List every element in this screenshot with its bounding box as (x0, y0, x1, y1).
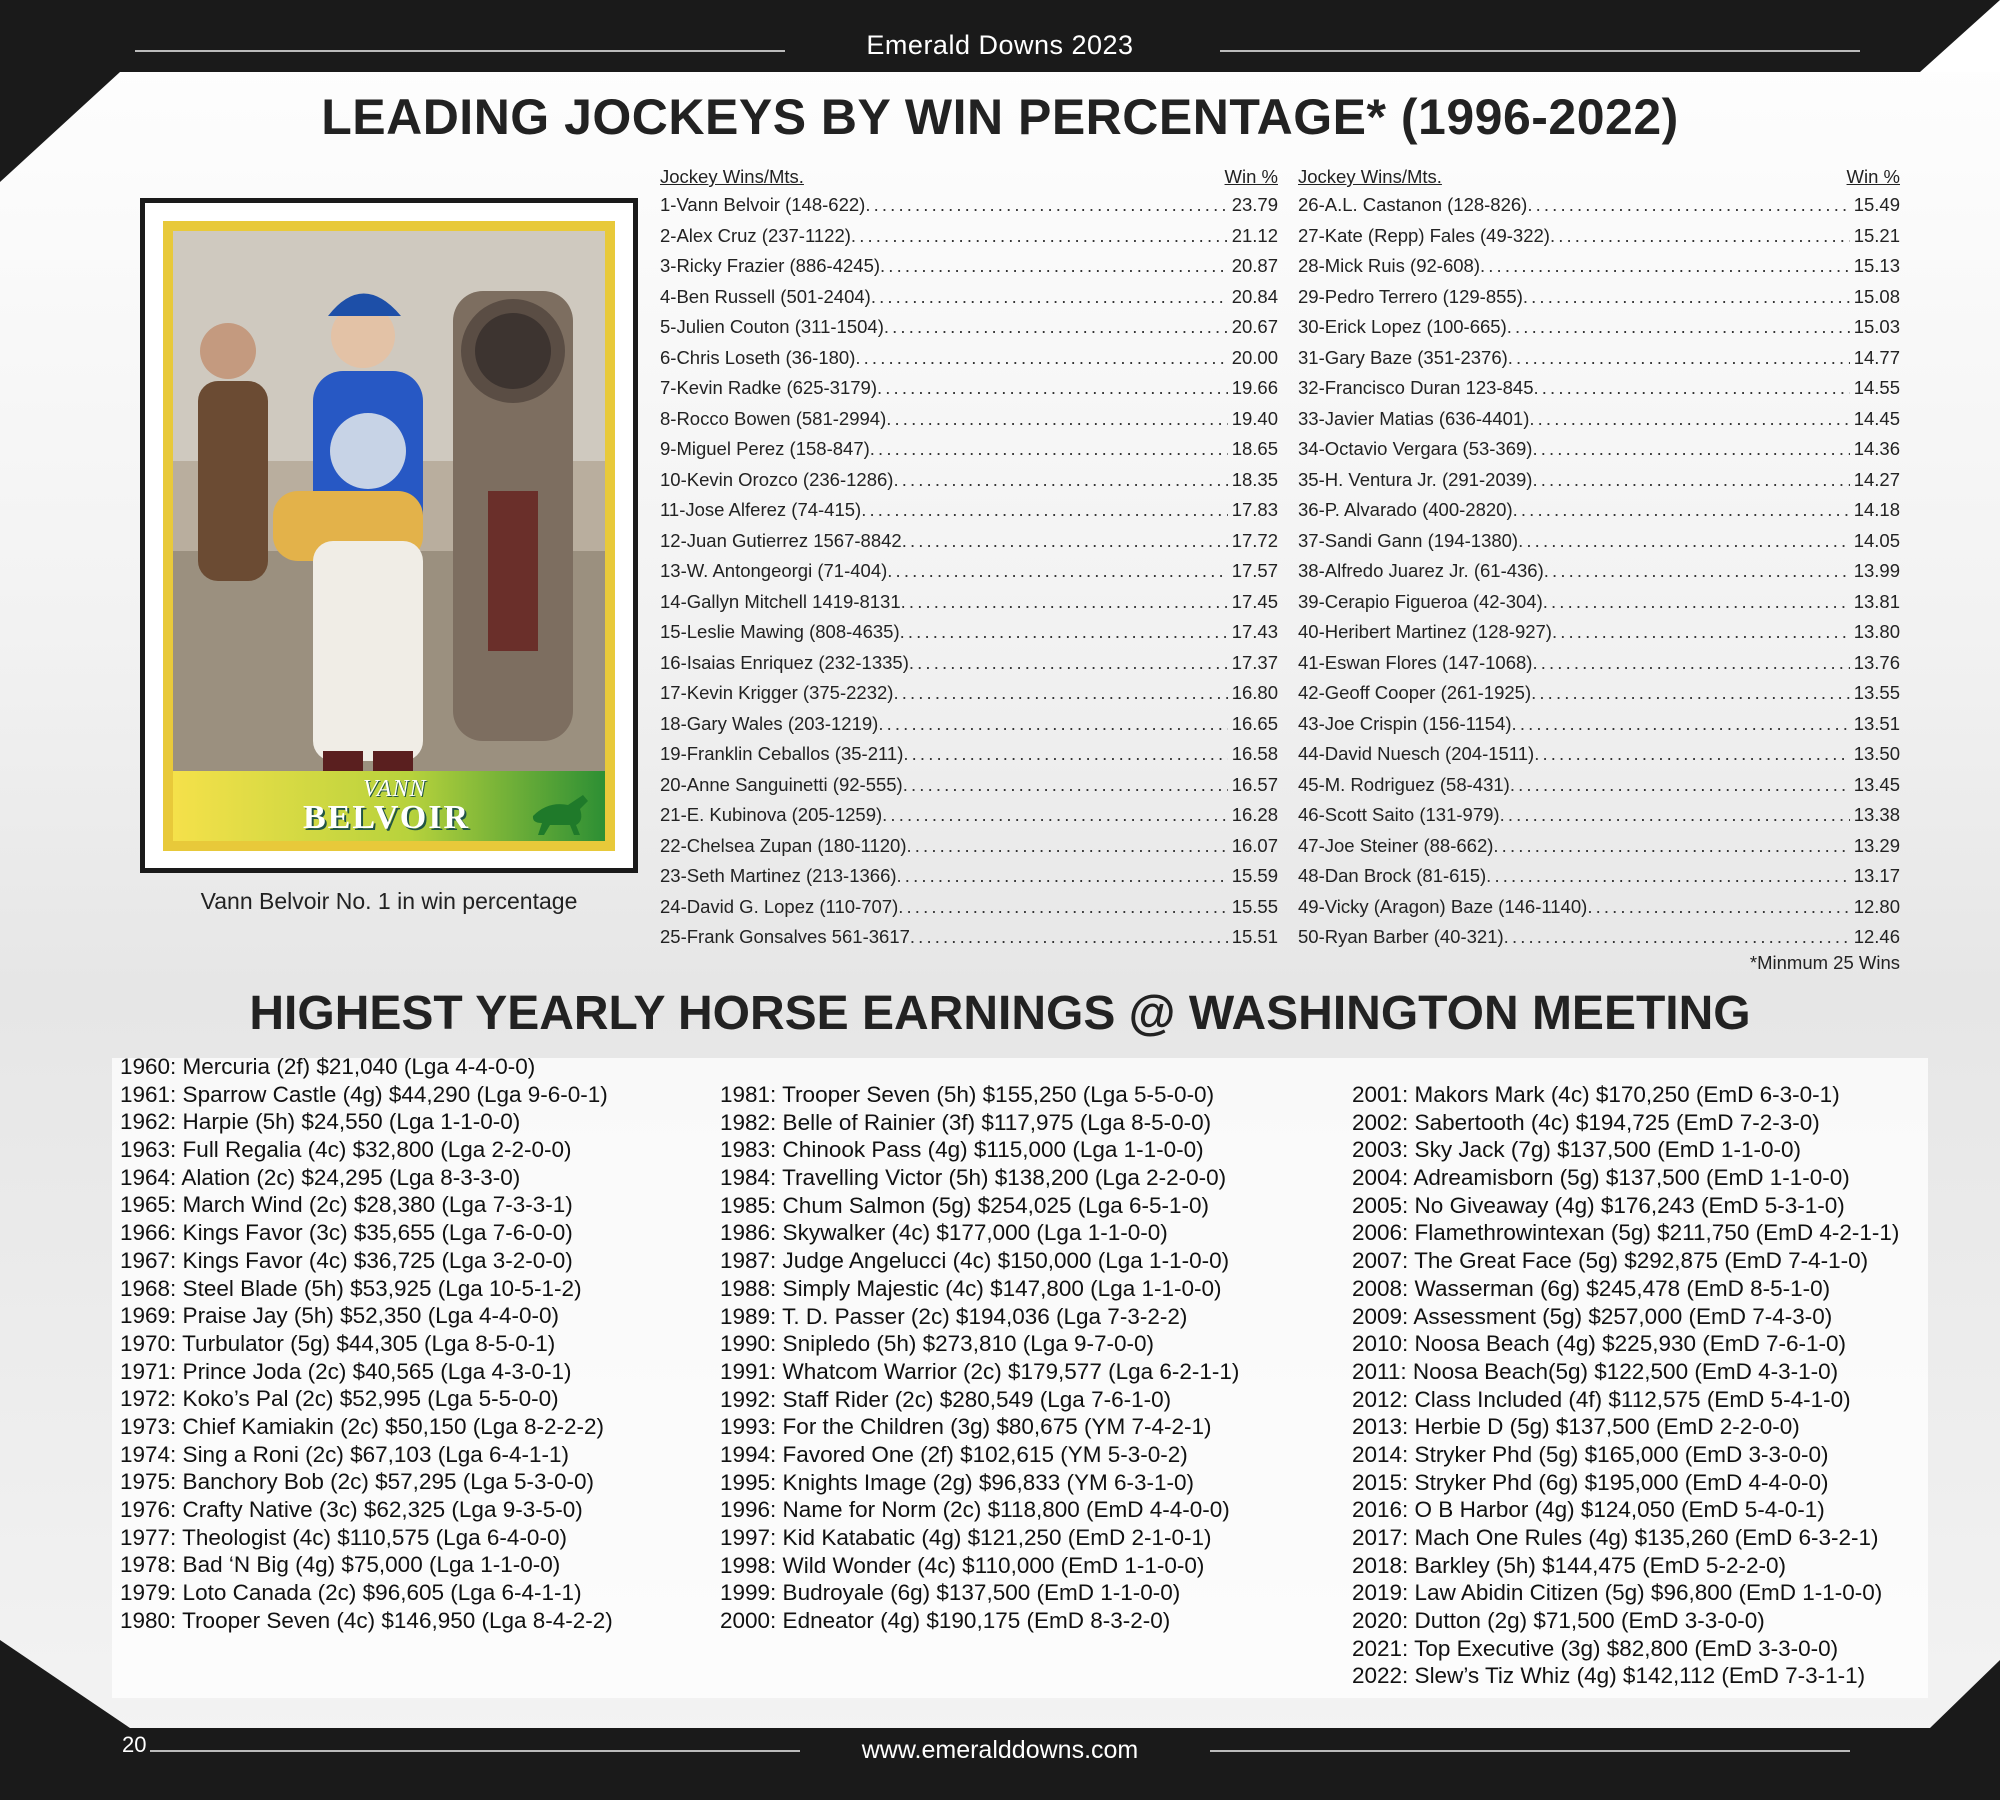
jockey-name: 35-H. Ventura Jr. (291-2039) (1298, 468, 1533, 490)
jockey-name: 18-Gary Wales (203-1219) (660, 712, 879, 734)
jockey-name: 32-Francisco Duran 123-845 (1298, 377, 1534, 398)
earnings-entry: 1992: Staff Rider (2c) $280,549 (Lga 7-6-1-0) (720, 1386, 1172, 1412)
jockey-name: 21-E. Kubinova (205-1259) (660, 804, 883, 825)
earnings-entry: 2020: Dutton (2g) $71,500 (EmD 3-3-0-0) (1352, 1608, 1765, 1634)
win-percentage: 14.77 (1853, 346, 1900, 368)
earnings-entry: 1969: Praise Jay (5h) $52,350 (Lga 4-4-0-0) (120, 1303, 560, 1329)
earnings-entry: 1996: Name for Norm (2c) $118,800 (EmD 4-4-0-0) (720, 1497, 1230, 1523)
dot-leader (901, 587, 1228, 618)
jockey-row (1298, 800, 1900, 831)
jockey-name: 8-Rocco Bowen (581-2994) (660, 407, 887, 429)
earnings-entry: 2008: Wasserman (6g) $245,478 (EmD 8-5-1-0) (1352, 1275, 1831, 1301)
jockey-row (1298, 587, 1900, 618)
win-percentage: 15.51 (1231, 926, 1278, 947)
earnings-entry: 2016: O B Harbor (4g) $124,050 (EmD 5-4-0-1) (1352, 1497, 1825, 1523)
earnings-entry: 1971: Prince Joda (2c) $40,565 (Lga 4-3-0-1) (120, 1358, 572, 1384)
jockey-list-header (660, 164, 1278, 190)
jockey-name: 46-Scott Saito (131-979) (1298, 804, 1500, 825)
jockey-name: 44-David Nuesch (204-1511) (1298, 743, 1535, 764)
jockey-row (1298, 526, 1900, 557)
win-percentage: 18.35 (1231, 468, 1278, 490)
earnings-entry: 1983: Chinook Pass (4g) $115,000 (Lga 1-1-0-0) (720, 1137, 1204, 1163)
earnings-entry: 2018: Barkley (5h) $144,475 (EmD 5-2-2-0) (1352, 1552, 1786, 1578)
footer-url[interactable]: www.emeralddowns.com (861, 1736, 1139, 1764)
dot-leader (1523, 282, 1850, 313)
earnings-entry: 1962: Harpie (5h) $24,550 (Lga 1-1-0-0) (120, 1109, 521, 1135)
jockey-illustration (173, 231, 605, 841)
earnings-entry: 2010: Noosa Beach (4g) $225,930 (EmD 7-6-1-0) (1352, 1331, 1847, 1357)
win-percentage: 16.57 (1231, 773, 1278, 795)
dot-leader (1543, 587, 1850, 618)
jockey-name: 42-Geoff Cooper (261-1925) (1298, 682, 1532, 703)
jockey-row (1298, 312, 1900, 343)
jockey-name: 6-Chris Loseth (36-180) (660, 346, 856, 368)
earnings-entry: 1997: Kid Katabatic (4g) $121,250 (EmD 2-1-0-1) (720, 1525, 1212, 1550)
win-percentage: 13.50 (1853, 743, 1900, 764)
jockey-name: 25-Frank Gonsalves 561-3617 (660, 926, 910, 947)
earnings-entry: 1980: Trooper Seven (4c) $146,950 (Lga 8-4-2-2) (120, 1607, 613, 1633)
header-title: Emerald Downs 2023 (866, 30, 1134, 60)
win-percentage: 20.87 (1231, 255, 1278, 276)
dot-leader (893, 465, 1227, 496)
win-percentage: 15.13 (1853, 255, 1900, 276)
earnings-entry: 2015: Stryker Phd (6g) $195,000 (EmD 4-4-0-0) (1352, 1469, 1829, 1495)
win-percentage: 13.45 (1853, 773, 1900, 795)
jockey-name: 29-Pedro Terrero (129-855) (1298, 285, 1523, 307)
dot-leader (880, 251, 1228, 282)
dot-leader (1534, 373, 1850, 404)
dot-leader (1500, 800, 1850, 831)
card-caption: Vann Belvoir No. 1 in win percentage (200, 888, 578, 914)
jockey-row (660, 739, 1278, 770)
jockey-name: 28-Mick Ruis (92-608) (1298, 255, 1480, 276)
card-last-name: BELVOIR (303, 799, 471, 836)
earnings-entry: 1972: Koko’s Pal (2c) $52,995 (Lga 5-5-0-0) (120, 1386, 559, 1412)
column-header-win-pct: Win % (1846, 166, 1900, 187)
jockey-name: 40-Heribert Martinez (128-927) (1298, 621, 1552, 642)
earnings-entry: 2017: Mach One Rules (4g) $135,260 (EmD 6-3-2-1) (1352, 1525, 1879, 1550)
dot-leader (887, 556, 1227, 587)
win-percentage: 13.38 (1853, 804, 1900, 825)
dot-leader (1527, 190, 1849, 221)
jockey-row (660, 678, 1278, 709)
win-percentage: 16.80 (1231, 682, 1278, 703)
dot-leader (1552, 617, 1850, 648)
jockey-row (1298, 495, 1900, 526)
dot-leader (1480, 251, 1850, 282)
earnings-entry: 1964: Alation (2c) $24,295 (Lga 8-3-3-0) (120, 1164, 521, 1190)
earnings-entry: 2003: Sky Jack (7g) $137,500 (EmD 1-1-0-0) (1352, 1137, 1801, 1163)
jockey-name: 30-Erick Lopez (100-665) (1298, 316, 1507, 337)
jockey-row (660, 251, 1278, 282)
dot-leader (861, 495, 1227, 526)
win-percentage: 13.51 (1853, 712, 1900, 734)
jockey-row (1298, 251, 1900, 282)
jockey-name: 50-Ryan Barber (40-321) (1298, 926, 1504, 947)
earnings-entry: 1982: Belle of Rainier (3f) $117,975 (Lga 8-5-0-0) (720, 1109, 1212, 1135)
jockey-row (1298, 190, 1900, 221)
win-percentage: 15.08 (1853, 285, 1900, 307)
jockey-row (660, 465, 1278, 496)
earnings-entry: 1973: Chief Kamiakin (2c) $50,150 (Lga 8-2-2-2) (120, 1413, 605, 1439)
dot-leader (871, 282, 1228, 313)
page-number: 20 (122, 1732, 147, 1757)
dot-leader (909, 648, 1228, 679)
earnings-entry: 1989: T. D. Passer (2c) $194,036 (Lga 7-3-2-2) (720, 1303, 1188, 1329)
win-percentage: 14.18 (1853, 499, 1900, 520)
jockey-name: 41-Eswan Flores (147-1068) (1298, 651, 1533, 673)
win-percentage: 13.81 (1853, 590, 1900, 612)
jockey-name: 27-Kate (Repp) Fales (49-322) (1298, 224, 1550, 246)
jockey-name: 12-Juan Gutierrez 1567-8842 (660, 529, 902, 551)
jockey-row (1298, 648, 1900, 679)
win-percentage: 14.45 (1853, 407, 1900, 429)
dot-leader (1550, 221, 1850, 252)
jockey-row (660, 434, 1278, 465)
jockey-name: 23-Seth Martinez (213-1366) (660, 865, 897, 886)
dot-leader (897, 861, 1228, 892)
jockey-row (660, 312, 1278, 343)
earnings-entry: 1995: Knights Image (2g) $96,833 (YM 6-3-1-0) (720, 1469, 1195, 1495)
dot-leader (910, 922, 1228, 953)
jockey-name: 26-A.L. Castanon (128-826) (1298, 194, 1528, 215)
win-percentage: 15.21 (1853, 224, 1900, 246)
jockey-row (1298, 831, 1900, 862)
earnings-entry: 2006: Flamethrowintexan (5g) $211,750 (EmD 4-2-1-1) (1352, 1220, 1900, 1246)
earnings-entry: 2005: No Giveaway (4g) $176,243 (EmD 5-3-1-0) (1352, 1192, 1845, 1218)
jockey-name: 33-Javier Matias (636-4401) (1298, 407, 1530, 429)
dot-leader (882, 800, 1228, 831)
dot-leader (878, 709, 1227, 740)
win-percentage: 13.17 (1853, 865, 1900, 886)
jockey-name: 39-Cerapio Figueroa (42-304) (1298, 590, 1543, 612)
jockey-name: 3-Ricky Frazier (886-4245) (660, 255, 881, 276)
jockey-name: 22-Chelsea Zupan (180-1120) (660, 834, 907, 856)
earnings-entry: 1974: Sing a Roni (2c) $67,103 (Lga 6-4-1-1) (120, 1441, 570, 1467)
column-header-win-pct: Win % (1224, 166, 1278, 187)
win-percentage: 16.07 (1231, 834, 1278, 856)
dot-leader (903, 770, 1228, 801)
dot-leader (1529, 404, 1849, 435)
jockey-list-header (1298, 164, 1900, 190)
jockey-row (1298, 434, 1900, 465)
win-percentage: 23.79 (1231, 194, 1278, 215)
earnings-entry: 1961: Sparrow Castle (4g) $44,290 (Lga 9-6-0-1) (120, 1081, 608, 1107)
dot-leader (1486, 861, 1850, 892)
earnings-entry: 1984: Travelling Victor (5h) $138,200 (Lga 2-2-0-0) (720, 1165, 1227, 1191)
win-percentage: 14.36 (1853, 438, 1900, 459)
dot-leader (1532, 434, 1849, 465)
dot-leader (886, 404, 1227, 435)
jockey-row (660, 404, 1278, 435)
jockey-row (1298, 922, 1900, 953)
jockey-row (660, 800, 1278, 831)
earnings-entry: 2011: Noosa Beach(5g) $122,500 (EmD 4-3-1-0) (1352, 1358, 1839, 1384)
jockey-row (1298, 373, 1900, 404)
dot-leader (865, 190, 1227, 221)
jockey-list-left (660, 164, 1278, 953)
jockey-row (660, 495, 1278, 526)
earnings-entry: 1987: Judge Angelucci (4c) $150,000 (Lga 1-1-0-0) (720, 1248, 1230, 1274)
dot-leader (870, 434, 1228, 465)
jockey-name: 19-Franklin Ceballos (35-211) (660, 743, 904, 764)
dot-leader (900, 617, 1228, 648)
dot-leader (1510, 770, 1850, 801)
jockey-name: 7-Kevin Radke (625-3179) (660, 377, 877, 398)
footer-corner-right (1930, 1660, 2000, 1728)
win-percentage: 20.67 (1231, 316, 1278, 337)
win-percentage: 17.45 (1231, 590, 1278, 612)
jockey-name: 45-M. Rodriguez (58-431) (1298, 773, 1510, 795)
earnings-entry: 2021: Top Executive (3g) $82,800 (EmD 3-3-0-0) (1352, 1635, 1839, 1661)
jockey-row (1298, 739, 1900, 770)
jockey-row (1298, 892, 1900, 923)
win-percentage: 16.58 (1231, 743, 1278, 764)
column-header-jockey: Jockey Wins/Mts. (660, 166, 804, 187)
earnings-entry: 1991: Whatcom Warrior (2c) $179,577 (Lga 6-2-1-1) (720, 1358, 1240, 1384)
win-percentage: 14.27 (1853, 468, 1900, 490)
earnings-entry: 1981: Trooper Seven (5h) $155,250 (Lga 5-5-0-0) (720, 1082, 1215, 1107)
jockey-name: 17-Kevin Krigger (375-2232) (660, 682, 894, 703)
jockey-row (1298, 465, 1900, 496)
earnings-entry: 1960: Mercuria (2f) $21,040 (Lga 4-4-0-0) (120, 1054, 536, 1079)
dot-leader (1508, 343, 1850, 374)
jockey-name: 43-Joe Crispin (156-1154) (1298, 712, 1512, 734)
earnings-entry: 1988: Simply Majestic (4c) $147,800 (Lga 1-1-0-0) (720, 1275, 1222, 1301)
win-percentage: 12.80 (1853, 895, 1900, 917)
jockey-row (660, 648, 1278, 679)
win-percentage: 21.12 (1231, 224, 1278, 246)
dot-leader (1493, 831, 1849, 862)
dot-leader (903, 739, 1227, 770)
jockey-list-right (1298, 164, 1900, 953)
jockey-name: 2-Alex Cruz (237-1122) (660, 224, 851, 246)
jockey-row (1298, 282, 1900, 313)
earnings-entry: 2007: The Great Face (5g) $292,875 (EmD 7-4-1-0) (1352, 1248, 1869, 1274)
earnings-entry: 2009: Assessment (5g) $257,000 (EmD 7-4-3-0) (1352, 1303, 1833, 1329)
earnings-entry: 1985: Chum Salmon (5g) $254,025 (Lga 6-5-1-0) (720, 1192, 1210, 1218)
earnings-entry: 1975: Banchory Bob (2c) $57,295 (Lga 5-3-0-0) (120, 1469, 595, 1495)
win-percentage: 15.55 (1231, 895, 1278, 917)
win-percentage: 17.43 (1231, 621, 1278, 642)
win-percentage: 13.99 (1853, 560, 1900, 581)
jockey-name: 31-Gary Baze (351-2376) (1298, 346, 1508, 368)
dot-leader (855, 343, 1227, 374)
earnings-entry: 1967: Kings Favor (4c) $36,725 (Lga 3-2-0-0) (120, 1247, 573, 1273)
dot-leader (1587, 892, 1849, 923)
jockeys-section-title: LEADING JOCKEYS BY WIN PERCENTAGE* (1996-2022) (321, 89, 1679, 145)
jockey-row (1298, 770, 1900, 801)
jockey-name: 34-Octavio Vergara (53-369) (1298, 438, 1533, 459)
win-percentage: 20.00 (1231, 346, 1278, 368)
jockey-name: 4-Ben Russell (501-2404) (660, 285, 871, 307)
earnings-entry: 1993: For the Children (3g) $80,675 (YM 7-4-2-1) (720, 1414, 1212, 1440)
jockey-row (660, 587, 1278, 618)
win-percentage: 14.05 (1853, 529, 1900, 551)
jockey-card-photo (140, 198, 638, 873)
jockey-name: 14-Gallyn Mitchell 1419-8131 (660, 590, 901, 612)
win-percentage: 13.55 (1853, 682, 1900, 703)
jockey-row (660, 770, 1278, 801)
dot-leader (893, 678, 1227, 709)
dot-leader (902, 526, 1228, 557)
earnings-section-title: HIGHEST YEARLY HORSE EARNINGS @ WASHINGTON MEETING (249, 987, 1751, 1040)
jockey-name: 15-Leslie Mawing (808-4635) (660, 621, 900, 642)
jockey-row (660, 709, 1278, 740)
earnings-entry: 2001: Makors Mark (4c) $170,250 (EmD 6-3-0-1) (1352, 1082, 1840, 1107)
jockey-row (1298, 861, 1900, 892)
jockey-row (660, 373, 1278, 404)
dot-leader (1504, 922, 1850, 953)
jockey-name: 38-Alfredo Juarez Jr. (61-436) (1298, 560, 1544, 581)
jockey-name: 16-Isaias Enriquez (232-1335) (660, 651, 909, 673)
horse-icon (528, 791, 598, 836)
earnings-entry: 1963: Full Regalia (4c) $32,800 (Lga 2-2-0-0) (120, 1137, 572, 1163)
jockey-row (660, 221, 1278, 252)
jockey-row (660, 526, 1278, 557)
jockey-name: 36-P. Alvarado (400-2820) (1298, 499, 1513, 520)
earnings-entry: 1999: Budroyale (6g) $137,500 (EmD 1-1-0-0) (720, 1580, 1181, 1606)
dot-leader (1531, 678, 1850, 709)
win-percentage: 17.83 (1231, 499, 1278, 520)
jockey-name: 37-Sandi Gann (194-1380) (1298, 529, 1519, 551)
dot-leader (1513, 495, 1850, 526)
jockey-row (660, 190, 1278, 221)
earnings-entry: 1978: Bad ‘N Big (4g) $75,000 (Lga 1-1-0-0) (120, 1552, 561, 1578)
dot-leader (851, 221, 1228, 252)
dot-leader (1532, 465, 1849, 496)
earnings-entry: 2013: Herbie D (5g) $137,500 (EmD 2-2-0-0) (1352, 1414, 1800, 1440)
earnings-entry: 1990: Snipledo (5h) $273,810 (Lga 9-7-0-0) (720, 1331, 1155, 1357)
jockey-row (1298, 709, 1900, 740)
jockey-row (1298, 556, 1900, 587)
jockey-name: 10-Kevin Orozco (236-1286) (660, 468, 894, 490)
earnings-entry: 2002: Sabertooth (4c) $194,725 (EmD 7-2-3-0) (1352, 1109, 1820, 1135)
earnings-entry: 1968: Steel Blade (5h) $53,925 (Lga 10-5-1-2) (120, 1275, 582, 1301)
win-percentage: 19.66 (1231, 377, 1278, 398)
jockey-row (660, 922, 1278, 953)
win-percentage: 17.57 (1231, 560, 1278, 581)
dot-leader (1507, 312, 1850, 343)
dot-leader (1532, 648, 1849, 679)
win-percentage: 15.59 (1231, 865, 1278, 886)
earnings-entry: 1994: Favored One (2f) $102,615 (YM 5-3-0-2) (720, 1441, 1188, 1467)
win-percentage: 15.03 (1853, 316, 1900, 337)
jockey-row (660, 831, 1278, 862)
jockey-row (1298, 221, 1900, 252)
win-percentage: 14.55 (1853, 377, 1900, 398)
earnings-entry: 2000: Edneator (4g) $190,175 (EmD 8-3-2-0) (720, 1608, 1171, 1634)
earnings-entry: 1965: March Wind (2c) $28,380 (Lga 7-3-3-1) (120, 1192, 573, 1218)
earnings-column-1981-2000 (720, 1081, 1239, 1635)
dot-leader (1534, 739, 1850, 770)
jockey-row (660, 892, 1278, 923)
dot-leader (1512, 709, 1850, 740)
dot-leader (1518, 526, 1850, 557)
card-photo-area (173, 231, 605, 841)
win-percentage: 15.49 (1853, 194, 1900, 215)
earnings-entry: 1986: Skywalker (4c) $177,000 (Lga 1-1-0-0) (720, 1220, 1168, 1246)
jockey-row (660, 617, 1278, 648)
win-percentage: 16.28 (1231, 804, 1278, 825)
jockey-name: 9-Miguel Perez (158-847) (660, 438, 870, 459)
column-header-jockey: Jockey Wins/Mts. (1298, 166, 1442, 187)
earnings-entry: 1970: Turbulator (5g) $44,305 (Lga 8-5-0-1) (120, 1330, 556, 1356)
jockey-name: 11-Jose Alferez (74-415) (660, 499, 862, 520)
win-percentage: 12.46 (1853, 926, 1900, 947)
dot-leader (1544, 556, 1850, 587)
dot-leader (898, 892, 1227, 923)
jockey-row (660, 282, 1278, 313)
win-percentage: 16.65 (1231, 712, 1278, 734)
earnings-entry: 1998: Wild Wonder (4c) $110,000 (EmD 1-1-0-0) (720, 1552, 1205, 1578)
earnings-entry: 2004: Adreamisborn (5g) $137,500 (EmD 1-1-0-0) (1352, 1165, 1850, 1191)
win-percentage: 20.84 (1231, 285, 1278, 307)
dot-leader (884, 312, 1228, 343)
earnings-column-2001-2022 (1352, 1081, 1899, 1690)
win-percentage: 19.40 (1231, 407, 1278, 429)
jockey-name: 20-Anne Sanguinetti (92-555) (660, 773, 903, 795)
dot-leader (906, 831, 1227, 862)
jockey-row (1298, 617, 1900, 648)
jockey-name: 24-David G. Lopez (110-707) (660, 895, 899, 917)
footer-corner-left (0, 1640, 130, 1728)
jockey-row (1298, 343, 1900, 374)
earnings-entry: 2012: Class Included (4f) $112,575 (EmD 5-4-1-0) (1352, 1386, 1851, 1412)
card-border (163, 221, 615, 851)
win-percentage: 18.65 (1231, 438, 1278, 459)
earnings-entry: 1979: Loto Canada (2c) $96,605 (Lga 6-4-1-1) (120, 1580, 582, 1606)
footnote: *Minmum 25 Wins (1749, 952, 1900, 973)
jockey-row (1298, 678, 1900, 709)
jockey-name: 13-W. Antongeorgi (71-404) (660, 560, 888, 581)
earnings-entry: 2019: Law Abidin Citizen (5g) $96,800 (EmD 1-1-0-0) (1352, 1580, 1883, 1606)
win-percentage: 13.80 (1853, 621, 1900, 642)
card-first-name: VANN (363, 776, 427, 802)
jockey-name: 47-Joe Steiner (88-662) (1298, 834, 1494, 856)
jockey-name: 1-Vann Belvoir (148-622) (660, 194, 866, 215)
win-percentage: 13.29 (1853, 834, 1900, 856)
earnings-column-1960s-1980 (120, 1053, 613, 1634)
jockey-name: 5-Julien Couton (311-1504) (660, 316, 884, 337)
jockey-name: 49-Vicky (Aragon) Baze (146-1140) (1298, 895, 1588, 917)
earnings-entry: 1977: Theologist (4c) $110,575 (Lga 6-4-0-0) (120, 1524, 567, 1550)
win-percentage: 13.76 (1853, 651, 1900, 673)
jockey-row (660, 556, 1278, 587)
jockey-row (660, 861, 1278, 892)
earnings-entry: 1966: Kings Favor (3c) $35,655 (Lga 7-6-0-0) (120, 1220, 573, 1246)
earnings-entry: 2014: Stryker Phd (5g) $165,000 (EmD 3-3-0-0) (1352, 1441, 1829, 1467)
earnings-entry: 1976: Crafty Native (3c) $62,325 (Lga 9-3-5-0) (120, 1497, 583, 1522)
jockey-row (660, 343, 1278, 374)
jockey-row (1298, 404, 1900, 435)
win-percentage: 17.72 (1231, 529, 1278, 551)
dot-leader (877, 373, 1228, 404)
jockey-name: 48-Dan Brock (81-615) (1298, 865, 1487, 886)
earnings-entry: 2022: Slew’s Tiz Whiz (4g) $142,112 (EmD 7-3-1-1) (1352, 1663, 1866, 1689)
win-percentage: 17.37 (1231, 651, 1278, 673)
